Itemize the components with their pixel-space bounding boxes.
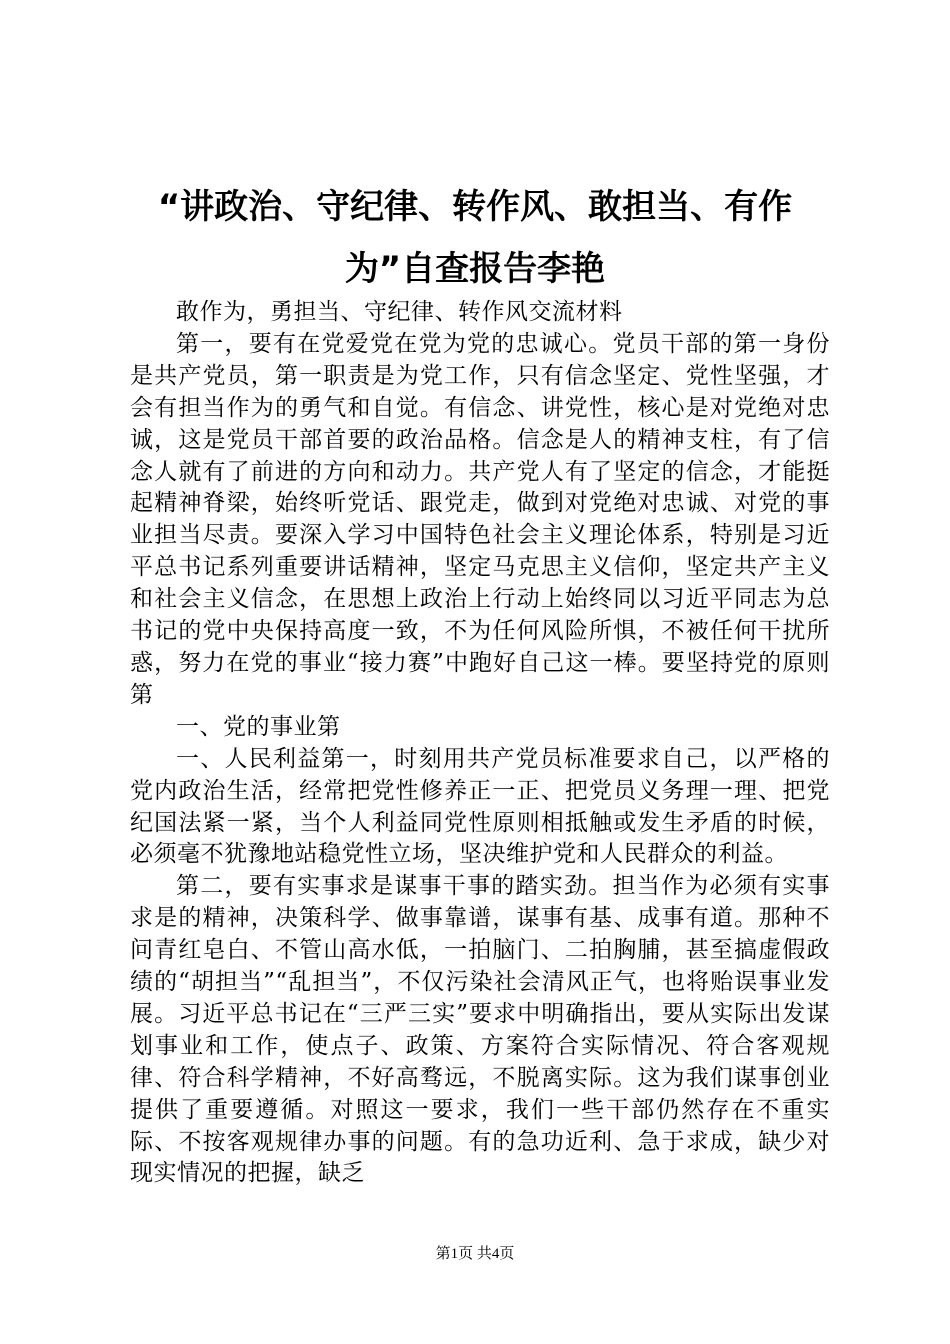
document-title-line-1: “讲政治、守纪律、转作风、敢担当、有作 [157,187,793,227]
paragraph: 一、人民利益第一，时刻用共产党员标准要求自己，以严格的党内政治生活，经常把党性修养正一正、把党员义务理一理、把党纪国法紧一紧，当个人利益同党性原则相抵触或发生矛盾的时候，必须毫不犹豫地站稳党性立场，坚决维护党和人民群众的利益。 [130,745,830,868]
document-body [130,297,830,1190]
paragraph: 第二，要有实事求是谋事干事的踏实劲。担当作为必须有实事求是的精神，决策科学、做事靠谱，谋事有基、成事有道。那种不问青红皂白、不管山高水低，一拍脑门、二拍胸脯，甚至搞虚假政绩的“胡担当”“乱担当”，不仅污染社会清风正气，也将贻误事业发展。习近平总书记在“三严三实”要求中明确指出，要从实际出发谋划事业和工作，使点子、政策、方案符合实际情况、符合客观规律、符合科学精神，不好高骛远，不脱离实际。这为我们谋事创业提供了重要遵循。对照这一要求，我们一些干部仍然存在不重实际、不按客观规律办事的问题。有的急功近利、急于求成，缺少对现实情况的把握，缺乏 [130,873,830,1187]
document-title-line-2: 为”自查报告李艳 [344,249,606,289]
paragraph-subtitle: 敢作为，勇担当、守纪律、转作风交流材料 [176,299,623,325]
paragraph: 一、党的事业第 [176,713,341,740]
page-number-footer: 第1页 共4页 [435,1246,515,1262]
paragraph: 第一，要有在党爱党在党为党的忠诚心。党员干部的第一身份是共产党员，第一职责是为党工作，只有信念坚定、党性坚强，才会有担当作为的勇气和自觉。有信念、讲党性，核心是对党绝对忠诚，这是党员干部首要的政治品格。信念是人的精神支柱，有了信念人就有了前进的方向和动力。共产党人有了坚定的信念，才能挺起精神脊梁，始终听党话、跟党走，做到对党绝对忠诚、对党的事业担当尽责。要深入学习中国特色社会主义理论体系，特别是习近平总书记系列重要讲话精神，坚定马克思主义信仰，坚定共产主义和社会主义信念，在思想上政治上行动上始终同以习近平同志为总书记的党中央保持高度一致，不为任何风险所惧，不被任何干扰所惑，努力在党的事业“接力赛”中跑好自己这一棒。要坚持党的原则第 [130,330,830,708]
